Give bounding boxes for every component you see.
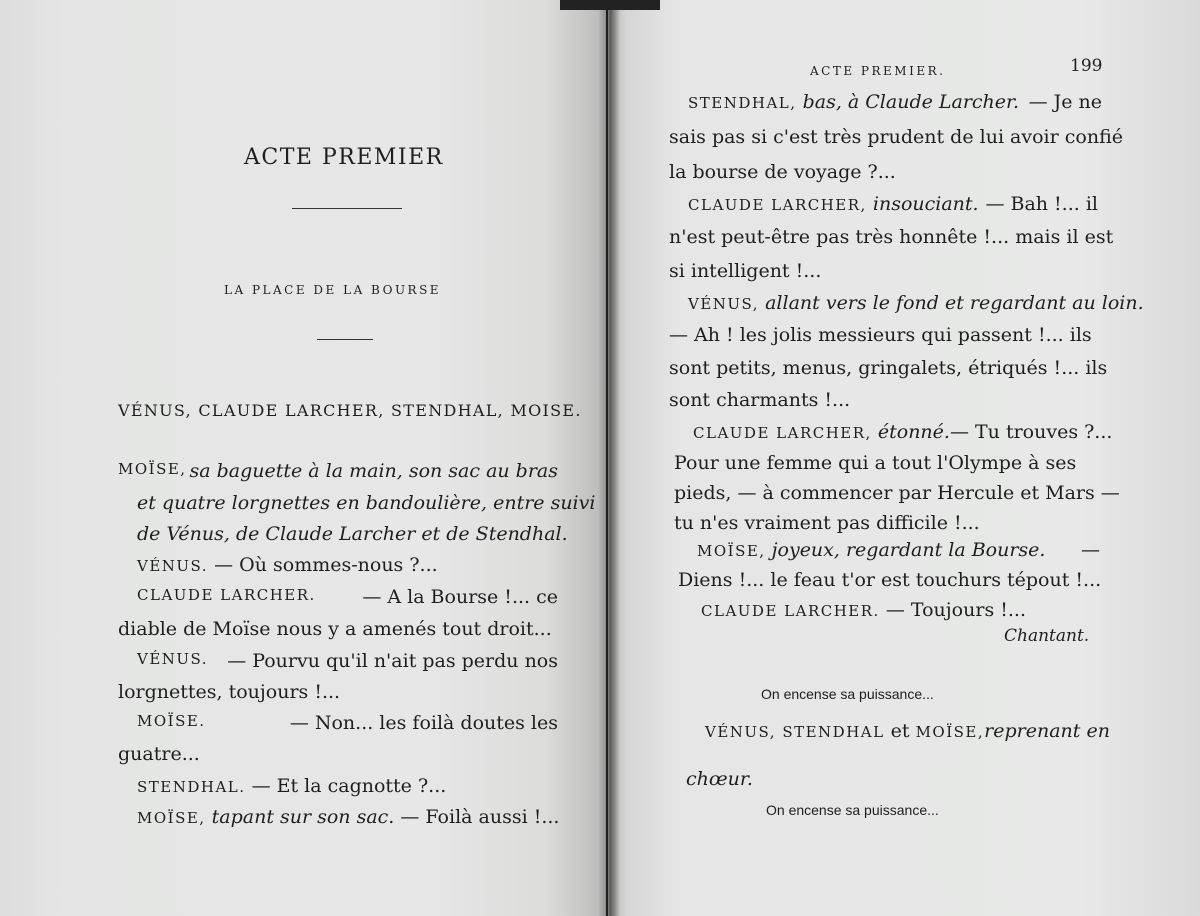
right-page	[608, 0, 1200, 916]
dialogue-text: Diens !... le feau t'or est touchurs tépout !...	[678, 569, 1102, 591]
dialogue-line	[137, 808, 559, 827]
dialogue-text: si intelligent !...	[669, 260, 822, 282]
dialogue-text: pieds, — à commencer par Hercule et Mars —	[674, 482, 1120, 504]
dialogue-text: sont charmants !...	[669, 389, 851, 411]
dialogue-text: — Je ne	[1028, 91, 1102, 113]
stage-direction: insouciant.	[872, 193, 979, 215]
conjunction: et	[890, 720, 910, 742]
dialogue-text: Pour une femme qui a tout l'Olympe à ses	[674, 452, 1077, 474]
dialogue-line	[137, 588, 558, 607]
dialogue-text: — Non... les foilà doutes les	[289, 712, 558, 734]
dialogue-line	[137, 777, 446, 796]
dialogue-line	[701, 601, 1026, 620]
song-line: On encense sa puissance...	[761, 686, 934, 702]
dialogue-text: diable de Moïse nous y a amenés tout droit...	[118, 618, 552, 640]
stage-direction: reprenant en	[984, 720, 1110, 742]
dialogue-line	[137, 556, 438, 575]
stage-direction: de Vénus, de Claude Larcher et de Stendhal.	[137, 523, 568, 545]
book-gutter	[598, 0, 620, 916]
spine-shadow	[560, 0, 660, 10]
speaker-venus: VÉNUS,	[688, 295, 760, 313]
stage-direction: et quatre lorgnettes en bandoulière, entre suivi	[137, 492, 596, 514]
speaker-moise: MOÏSE,	[697, 542, 766, 560]
dialogue-line	[688, 294, 1144, 313]
stage-direction: Chantant.	[1004, 626, 1090, 646]
dialogue-line	[137, 714, 558, 733]
title-rule	[292, 208, 402, 209]
speaker-moise: MOÏSE,	[915, 723, 985, 741]
speaker-stendhal: STENDHAL,	[688, 94, 797, 112]
dialogue-text: — Et la cagnotte ?...	[251, 775, 447, 797]
song-line: On encense sa puissance...	[766, 802, 939, 818]
dialogue-text: sont petits, menus, gringalets, étriqués !... ils	[669, 357, 1108, 379]
dialogue-text: guatre...	[118, 743, 200, 765]
speaker-moise: MOÏSE,	[137, 809, 206, 827]
dialogue-line	[688, 93, 1102, 112]
dialogue-text: — Où sommes-nous ?...	[214, 554, 438, 576]
dialogue-text: lorgnettes, toujours !...	[118, 681, 341, 703]
dialogue-text: — A la Bourse !... ce	[362, 586, 558, 608]
dialogue-line	[693, 421, 1113, 443]
stage-direction: joyeux, regardant la Bourse.	[771, 539, 1046, 561]
dialogue-text: la bourse de voyage ?...	[669, 161, 896, 183]
scene-title: LA PLACE DE LA BOURSE	[224, 283, 442, 297]
dialogue-text: — Bah !... il	[985, 193, 1098, 215]
act-title: ACTE PREMIER	[244, 145, 444, 170]
dialogue-text: tu n'es vraiment pas difficile !...	[674, 512, 980, 534]
speaker-venus: VÉNUS.	[137, 557, 209, 575]
speaker-claude-larcher: CLAUDE LARCHER.	[137, 586, 316, 604]
stage-direction: chœur.	[686, 768, 753, 790]
speaker-chorus: VÉNUS, STENDHAL	[705, 723, 885, 741]
dialogue-line	[688, 195, 1098, 214]
speaker-claude-larcher: CLAUDE LARCHER.	[701, 602, 880, 620]
stage-direction: étonné.	[877, 421, 950, 443]
dialogue-text: n'est peut-être pas très honnête !... mais il est	[669, 226, 1114, 248]
dialogue-text: sais pas si c'est très prudent de lui avoir confié	[669, 126, 1123, 148]
speaker-stendhal: STENDHAL.	[137, 778, 246, 796]
dialogue-line	[137, 652, 558, 671]
stage-direction: sa baguette à la main, son sac au bras	[189, 460, 558, 482]
dialogue-text: —	[1081, 539, 1100, 561]
speaker-claude-larcher: CLAUDE LARCHER,	[688, 196, 867, 214]
scene-rule	[317, 339, 373, 340]
dialogue-text: — Toujours !...	[885, 599, 1026, 621]
dialogue-line	[705, 720, 1110, 742]
stage-direction: allant vers le fond et regardant au loin.	[765, 292, 1144, 314]
dialogue-text: — Foilà aussi !...	[400, 806, 560, 828]
speaker-claude-larcher: CLAUDE LARCHER,	[693, 424, 872, 442]
speaker-moise: MOÏSE,	[118, 460, 187, 478]
dialogue-text: — Tu trouves ?...	[949, 421, 1113, 443]
stage-direction: bas, à Claude Larcher.	[802, 91, 1020, 113]
page-number: 199	[1070, 56, 1103, 76]
stage-direction: tapant sur son sac.	[211, 806, 395, 828]
running-head: ACTE PREMIER.	[810, 64, 946, 78]
dialogue-line	[697, 541, 1100, 560]
text-line	[118, 462, 558, 481]
cast-list: VÉNUS, CLAUDE LARCHER, STENDHAL, MOISE.	[118, 401, 582, 420]
speaker-venus: VÉNUS.	[137, 650, 209, 668]
dialogue-text: — Pourvu qu'il n'ait pas perdu nos	[227, 650, 558, 672]
speaker-moise: MOÏSE.	[137, 712, 206, 730]
dialogue-text: — Ah ! les jolis messieurs qui passent !... ils	[669, 324, 1092, 346]
